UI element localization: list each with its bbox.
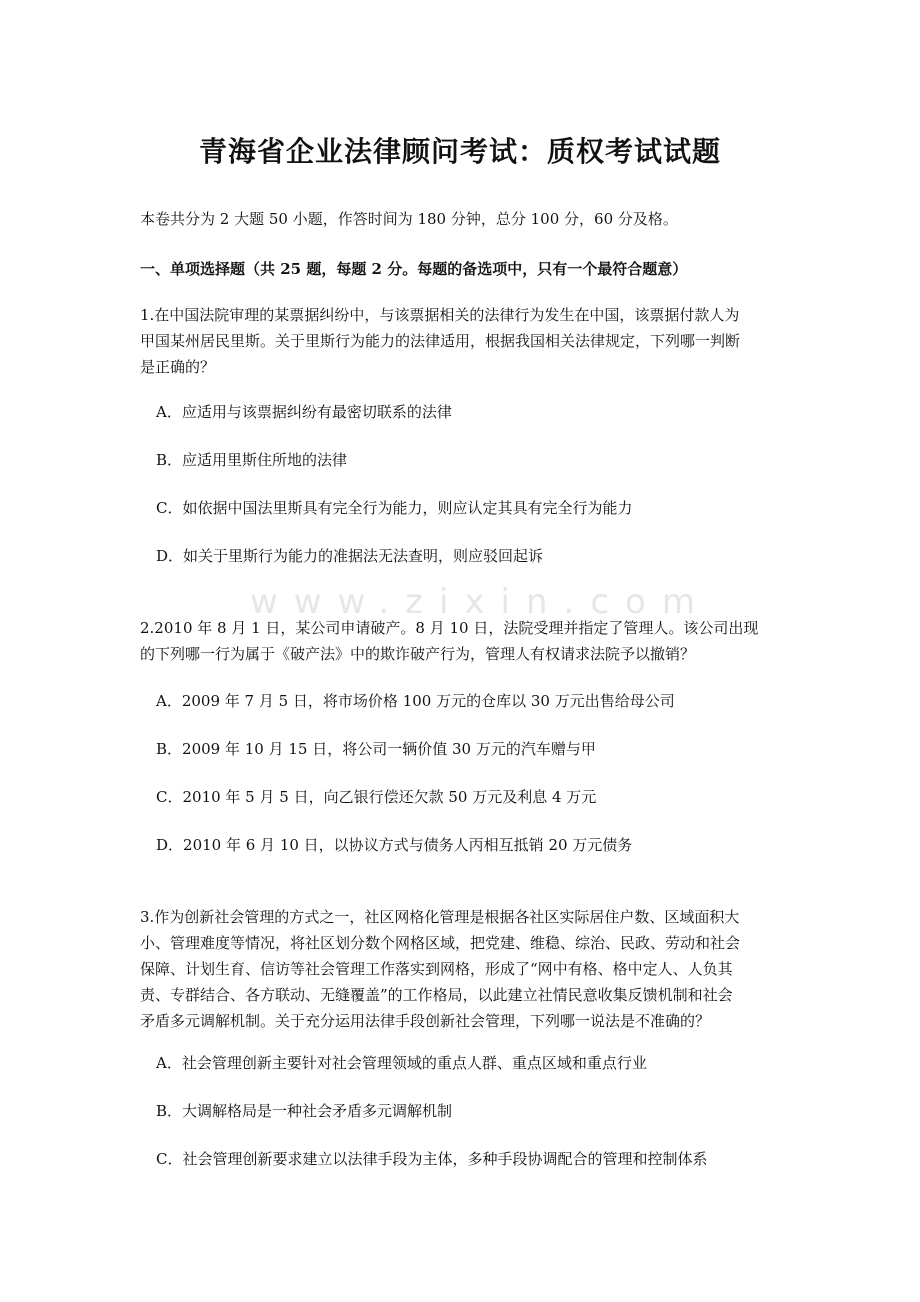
question-1-line-2: 甲国某州居民里斯。关于里斯行为能力的法律适用，根据我国相关法律规定，下列哪一判断 bbox=[140, 332, 741, 350]
question-1-stem bbox=[140, 302, 780, 380]
question-1-line-3: 是正确的？ bbox=[140, 358, 216, 376]
question-2-option-b: B．2009 年 10 月 15 日，将公司一辆价值 30 万元的汽车赠与甲 bbox=[156, 740, 596, 758]
question-3-option-c: C．社会管理创新要求建立以法律手段为主体，多种手段协调配合的管理和控制体系 bbox=[156, 1150, 708, 1168]
question-2-line-1: 2.2010 年 8 月 1 日，某公司申请破产。8 月 10 日，法院受理并指定了管理人。该公司出现 bbox=[140, 619, 759, 637]
question-3-line-1: 3.作为创新社会管理的方式之一，社区网格化管理是根据各社区实际居住户数、区域面积大 bbox=[140, 908, 740, 926]
question-1-option-d: D．如关于里斯行为能力的准据法无法查明，则应驳回起诉 bbox=[156, 547, 544, 565]
question-2-stem bbox=[140, 615, 780, 667]
question-3-line-3: 保障、计划生育、信访等社会管理工作落实到网格，形成了“网中有格、格中定人、人负其 bbox=[140, 960, 733, 978]
question-2-option-d: D．2010 年 6 月 10 日，以协议方式与债务人丙相互抵销 20 万元债务 bbox=[156, 836, 633, 854]
exam-intro: 本卷共分为 2 大题 50 小题，作答时间为 180 分钟，总分 100 分，60 分及格。 bbox=[140, 210, 678, 228]
question-3-line-5: 矛盾多元调解机制。关于充分运用法律手段创新社会管理，下列哪一说法是不准确的？ bbox=[140, 1012, 711, 1030]
section-heading: 一、单项选择题（共 25 题，每题 2 分。每题的备选项中，只有一个最符合题意） bbox=[140, 260, 688, 278]
question-3-option-a: A．社会管理创新主要针对社会管理领域的重点人群、重点区域和重点行业 bbox=[156, 1054, 647, 1072]
question-2-line-2: 的下列哪一行为属于《破产法》中的欺诈破产行为，管理人有权请求法院予以撤销？ bbox=[140, 645, 696, 663]
question-1-option-b: B．应适用里斯住所地的法律 bbox=[156, 451, 348, 469]
question-3-stem bbox=[140, 904, 780, 1034]
question-1-option-c: C．如依据中国法里斯具有完全行为能力，则应认定其具有完全行为能力 bbox=[156, 499, 633, 517]
page-title: 青海省企业法律顾问考试：质权考试试题 bbox=[198, 135, 721, 168]
question-3-line-2: 小、管理难度等情况，将社区划分数个网格区域，把党建、维稳、综治、民政、劳动和社会 bbox=[140, 934, 741, 952]
question-2-option-a: A．2009 年 7 月 5 日，将市场价格 100 万元的仓库以 30 万元出售给母公司 bbox=[156, 692, 675, 710]
question-1-line-1: 1.在中国法院审理的某票据纠纷中，与该票据相关的法律行为发生在中国，该票据付款人为 bbox=[140, 306, 740, 324]
question-2-option-c: C．2010 年 5 月 5 日，向乙银行偿还欠款 50 万元及利息 4 万元 bbox=[156, 788, 597, 806]
question-1-option-a: A．应适用与该票据纠纷有最密切联系的法律 bbox=[156, 403, 452, 421]
question-3-option-b: B．大调解格局是一种社会矛盾多元调解机制 bbox=[156, 1102, 453, 1120]
question-3-line-4: 责、专群结合、各方联动、无缝覆盖”的工作格局，以此建立社情民意收集反馈机制和社会 bbox=[140, 986, 733, 1004]
watermark: www.zixin.com bbox=[250, 582, 711, 622]
